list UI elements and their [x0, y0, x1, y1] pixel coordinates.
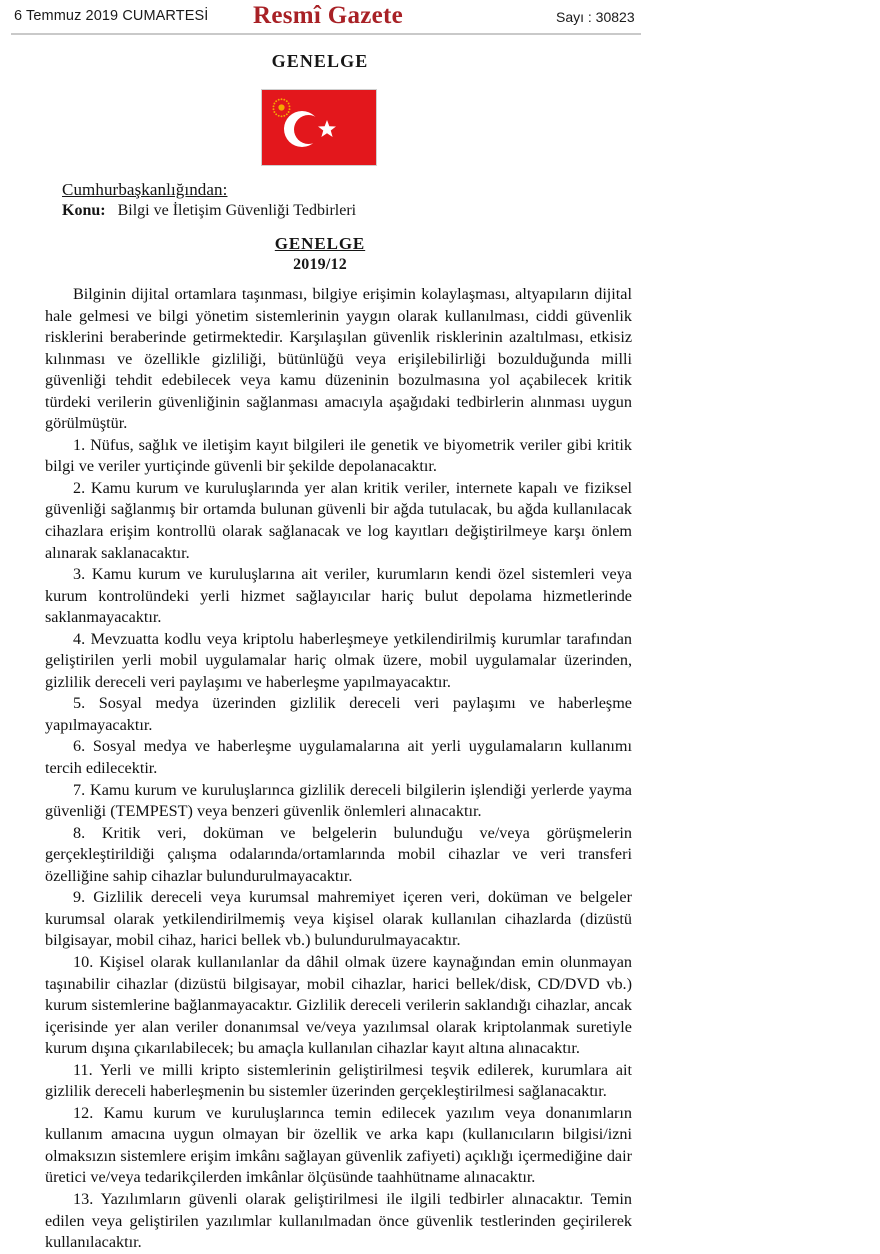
body-paragraph: 4. Mevzuatta kodlu veya kriptolu haberleşmeye yetkilendirilmiş kurumlar tarafından geliştirilen yerli mobil uygulamalar hariç olmak üzere, mobil uygulamalar üzerinden, gizlilik dereceli veri paylaşımı ve haberleşme yapılmayacaktır.	[45, 629, 632, 691]
turkish-flag-icon	[261, 89, 377, 166]
subject-value: Bilgi ve İletişim Güvenliği Tedbirleri	[117, 202, 357, 219]
body-paragraph: 11. Yerli ve milli kripto sistemlerinin geliştirilmesi teşvik edilerek, kurumlara ait gizlilik dereceli haberleşmenin bu sistemler üzerinden gerçekleştirilmesi sağlanacaktır.	[45, 1060, 632, 1101]
body-paragraph: 10. Kişisel olarak kullanılanlar da dâhil olmak üzere kaynağından emin olunmayan taşınabilir cihazlar (dizüstü bilgisayar, mobil cihazlar, harici bellek/disk, CD/DVD vb.) kurum sistemlerine bağlanmayacaktır. Gizlilik dereceli verilerin saklandığı cihazlar, ancak içerisinde yer alan veriler donanımsal ve/veya yazılımsal olarak kriptolanmak suretiyle kurum dışına çıkarılabilecek; bu amaçla kullanılan cihazlar kayıt altına alınacaktır.	[45, 952, 632, 1058]
flag-container	[0, 89, 880, 166]
presidential-sun-emblem-icon	[271, 97, 292, 118]
body-paragraph: Bilginin dijital ortamlara taşınması, bilgiye erişimin kolaylaşması, altyapıların dijital hale gelmesi ve bilgi yönetim sistemlerinin yaygın olarak kullanılması, ciddi güvenlik risklerini beraberinde getirmektedir. Karşılaşılan güvenlik risklerinin azaltılması, etkisiz kılınması ve özellikle gizliliği, bütünlüğü veya erişilebilirliği bozulduğunda milli güvenliği tehdit edebilecek veya kamu düzeninin bozulmasına yol açabilecek kritik türdeki verilerin güvenliğinin sağlanması amacıyla aşağıdaki tedbirlerin alınması uygun görülmüştür.	[45, 285, 632, 433]
subject-line	[62, 202, 880, 220]
body-paragraph: 12. Kamu kurum ve kuruluşlarınca temin edilecek yazılım veya donanımların kullanım amacına uygun olmayan bir özellik ve arka kapı (kullanıcıların bilgisi/izni olmaksızın sistemlere erişim imkânı sağlayan güvenlik zafiyeti) açıklığı içermediğine dair üretici ve/veya tedarikçilerden imkânlar ölçüsünde taahhütname alınacaktır.	[45, 1103, 632, 1187]
body-paragraph: 7. Kamu kurum ve kuruluşlarınca gizlilik dereceli bilgilerin işlendiği yerlerde yayma güvenliği (TEMPEST) veya benzeri güvenlik önlemleri alınacaktır.	[45, 780, 632, 821]
document-type-heading: GENELGE	[271, 51, 369, 71]
circular-number: 2019/12	[293, 256, 347, 273]
body-paragraph: 2. Kamu kurum ve kuruluşlarında yer alan kritik veriler, internete kapalı ve fiziksel güvenliği sağlanmış bir ortamda bulunan güvenli bir ağda tutulacak, bu ağda kullanılacak cihazlara erişim kontrollü olarak sağlanacak ve log kayıtları değiştirilmeye karşı önlem alınarak saklanacaktır.	[45, 478, 632, 562]
issuer-authority-line	[62, 180, 880, 200]
subject-label: Konu:	[62, 202, 106, 219]
body-paragraph: 6. Sosyal medya ve haberleşme uygulamalarına ait yerli uygulamaların kullanımı tercih edilecektir.	[45, 737, 632, 778]
body-paragraph: 8. Kritik veri, doküman ve belgelerin bulunduğu ve/veya görüşmelerin gerçekleştirildiği çalışma odalarında/ortamlarında mobil cihazlar ve veri transferi özelliğine sahip cihazlar bulundurulmayacaktır.	[45, 823, 632, 885]
gazette-date: 6 Temmuz 2019 CUMARTESİ	[14, 8, 209, 24]
gazette-title: Resmî Gazete	[253, 2, 404, 29]
body-paragraph: 3. Kamu kurum ve kuruluşlarına ait veriler, kurumların kendi özel sistemleri veya kurum kontrolündeki yerli hizmet sağlayıcılar hariç bulut depolama hizmetlerinde saklanmayacaktır.	[45, 565, 632, 627]
circular-title: GENELGE	[274, 234, 366, 253]
issuer-block	[0, 180, 880, 220]
body-paragraph: 9. Gizlilik dereceli veya kurumsal mahremiyet içeren veri, doküman ve belgeler kurumsal olarak yetkilendirilmemiş veya kişisel olarak kullanılan cihazlarda (dizüstü bilgisayar, mobil cihaz, harici bellek vb.) bulundurulmayacaktır.	[45, 888, 632, 950]
circular-title-block	[0, 234, 880, 274]
issuer-authority: Cumhurbaşkanlığından:	[62, 180, 228, 199]
document-body	[0, 284, 880, 1254]
circular-title-row	[0, 234, 640, 254]
masthead-divider	[11, 33, 641, 35]
body-paragraph: 5. Sosyal medya üzerinden gizlilik dereceli veri paylaşımı ve haberleşme yapılmayacaktır.	[45, 694, 632, 734]
body-paragraph: 1. Nüfus, sağlık ve iletişim kayıt bilgileri ile genetik ve biyometrik veriler gibi kritik bilgi ve veriler yurtiçinde güvenli bir şekilde depolanacaktır.	[45, 435, 632, 476]
masthead	[0, 0, 880, 34]
body-paragraph: 13. Yazılımların güvenli olarak geliştirilmesi ile ilgili tedbirler alınacaktır. Temin edilen veya geliştirilen yazılımlar kullanılmadan önce güvenlik testlerinden geçirilerek kullanılacaktır.	[45, 1189, 632, 1252]
star-icon	[317, 119, 337, 139]
gazette-issue-number: Sayı : 30823	[556, 9, 635, 25]
